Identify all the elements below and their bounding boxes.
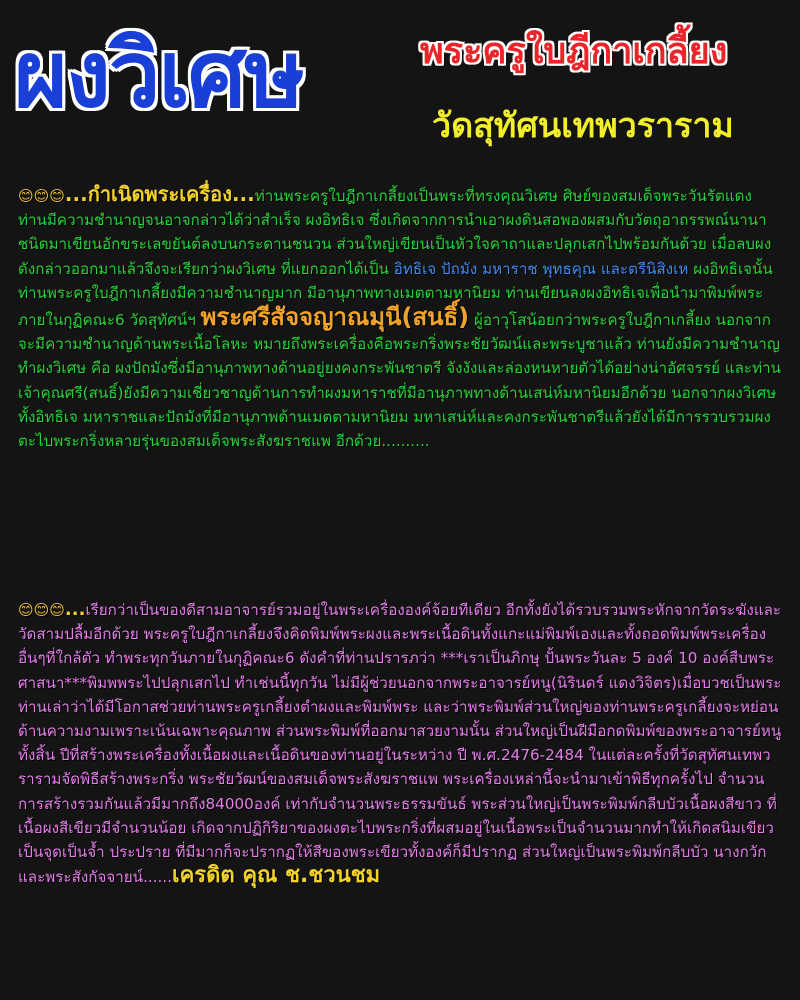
subtitle-yellow: วัดสุทัศนเทพวราราม <box>432 106 734 146</box>
history-paragraph <box>18 182 784 453</box>
details-paragraph <box>18 598 784 889</box>
history-text-b: ผงอิทธิเจนั้น ท่านพระครูใบฎีกาเกลี้ยงมีความชำนาญมาก มีอานุภาพทางเมตตามหานิยม ท่านเขียนลงผงอิทธิเจเพื่อนำมาพิมพ์พระภายในกุฏิคณะ6 วัดสุทัศน์ฯ <box>18 259 773 330</box>
history-text-a: ท่านพระครูใบฎีกาเกลี้ยงเป็นพระที่ทรงคุณวิเศษ ศิษย์ของสมเด็จพระวันรัตแดง ท่านมีความชำนาญจนอาจกล่าวได้ว่าสำเร็จ ผงอิทธิเจ ซึ่งเกิดจากการนำเอาผงดินสอพองผสมกับวัตถุอาถรรพณ์นานาชนิดมาเขียนอักขระเลขยันต์ลงบนกระดานชนวน ส่วนใหญ่เขียนเป็นหัวใจคาถาและปลุกเสกไปพร้อมกันด้วย เมื่อลบผงดังกล่าวออกมาแล้วจึงจะเรียกว่าผงวิเศษ ที่แยกออกได้เป็น <box>18 187 772 278</box>
subtitle-red: พระครูใบฎีกาเกลี้ยง <box>420 31 728 72</box>
powder-types-list: อิทธิเจ ปัถมัง มหาราช พุทธคุณ และตรีนิสิงเห <box>393 259 689 278</box>
smile-emoji-icons: 😊😊😊 <box>18 187 65 205</box>
credit-line: เครดิต คุณ ช.ชวนชม <box>172 863 381 889</box>
header <box>0 0 800 160</box>
history-heading: ...กำเนิดพระเครื่อง... <box>64 182 255 206</box>
main-title: ผงวิเศษ <box>14 21 303 128</box>
details-text: เรียกว่าเป็นของดีสามอาจารย์รวมอยู่ในพระเครื่ององค์จ้อยทีเดียว อีกทั้งยังได้รวบรวมพระหักจากวัดระฆังและวัดสามปลื้มอีกด้วย พระครูใบฎีกาเกลี้ยงจึงคิดพิมพ์พระผงและพระเนื้อดินทั้งแกะแม่พิมพ์เองและทั้งถอดพิมพ์พระเครื่องอื่นๆที่ใกล้ตัว ทำพระทุกวันภายในกุฏิคณะ6 ดังคำที่ท่านปรารภว่า ***เราเป็นภิกษุ ปั้นพระวันละ 5 องค์ 10 องค์สืบพระศาสนา***พิมพพระไปปลุกเสกไป ทำเช่นนี้ทุกวัน ไม่มีผู้ช่วยนอกจากพระอาจารย์หนู(นิรินดร์ แดงวิจิตร)เมื่อบวชเป็นพระท่านเล่าว่าได้มีโอกาสช่วยท่านพระครูเกลี้ยงตำผงและพิมพ์พระ และว่าพระพิมพ์ส่วนใหญ่ของท่านพระครูเกลี้ยงจะหย่อนด้านความงามเพราะเน้นเฉพาะคุณภาพ ส่วนพระพิมพ์ที่ออกมาสวยงามนั้น ส่วนใหญ่เป็นฝีมือกดพิมพ์ของพระอาจารย์หนูทั้งสิ้น ปีที่สร้างพระเครื่องทั้งเนื้อผงและเนื้อดินของท่านอยู่ในระหว่าง ปี พ.ศ.2476-2484 ในแต่ละครั้งที่วัดสุทัศนเทพวรารามจัดพิธีสร้างพระกริ่ง พระชัยวัฒน์ของสมเด็จพระสังฆราชแพ พระเครื่องเหล่านี้จะนำมาเข้าพิธีทุกครั้งไป จำนวนการสร้างรวมกันแล้วมีมากถึง84000องค์ เท่ากับจำนวนพระธรรมขันธ์ พระส่วนใหญ่เป็นพระพิมพ์กลีบบัวเนื้อผงสีขาว ที่เนื้อผงสีเขียวมีจำนวนน้อย เกิดจากปฏิกิริยาของผงตะไบพระกริ่งที่ผสมอยู่ในเนื้อพระเป็นจำนวนมากทำให้เกิดสนิมเขียวเป็นจุดเป็นจ้ำ ประปราย ที่มีมากก็จะปรากฏให้สีของพระเขียวทั้งองค์ก็มีปรากฏ ส่วนใหญ่เป็นพระพิมพ์กลีบบัว นางกวัก และพระสังกัจจายน์...... <box>18 601 782 887</box>
history-text-c: ผู้อาวุโสน้อยกว่าพระครูใบฎีกาเกลี้ยง นอกจากจะมีความชำนาญด้านพระเนื้อโลหะ หมายถึงพระเครื่องคือพระกริ่งพระชัยวัฒน์และพระบูชาแล้ว ท่านยังมีความชำนาญทำผงวิเศษ คือ ผงปัถมังซึ่งมีอานุภาพทางด้านอยู่ยงคงกระพันชาตรี จังงังและล่องหนหายตัวได้อย่างน่าอัศจรรย์ และท่านเจ้าคุณศรี(สนธิ์)ยังมีความเชี่ยวชาญด้านการทำผงมหาราชที่มีอานุภาพทางด้านเสน่ห์มหานิยมอีกด้วย นอกจากผงวิเศษทั้งอิทธิเจ มหาราชและปัถมังที่มีอานุภาพด้านเมตตามหานิยม มหาเสน่ห์และคงกระพันชาตรีแล้วยังได้มีการรวบรวมผงตะไบพระกริ่งหลายรุ่นของสมเด็จพระสังฆราชแพ อีกด้วย.......... <box>18 311 782 451</box>
details-heading: ... <box>64 599 86 620</box>
smile-emoji-icons: 😊😊😊 <box>18 601 65 619</box>
monk-name-highlight: พระศรีสัจจญาณมุนี(สนธิ์) <box>200 303 470 332</box>
